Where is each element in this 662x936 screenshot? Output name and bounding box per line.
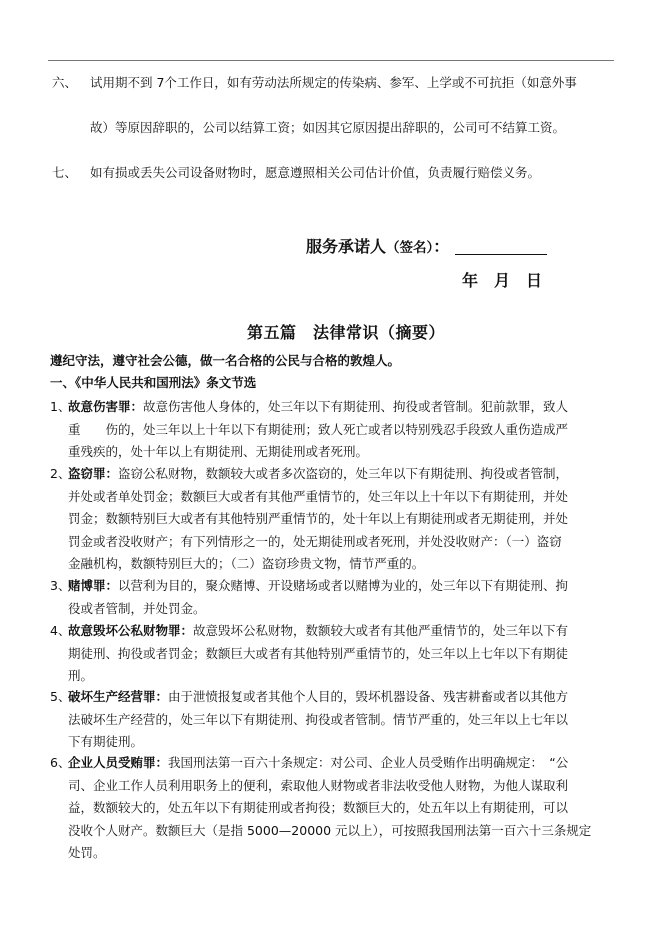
article-number: 2、: [50, 466, 71, 481]
article-colon: ：: [155, 689, 169, 704]
article-line: 罚金；数额特别巨大或者有其他特别严重情节的，处十年以上有期徒刑或者无期徒刑，并处: [68, 511, 569, 526]
article-line: 役或者管制，并处罚金。: [68, 600, 206, 616]
article-line: 盗窃公私财物，数额较大或者多次盗窃的，处三年以下有期徒刑、拘役或者管制，: [118, 466, 569, 481]
article-line: 处罚。: [68, 845, 106, 860]
article-line: 司、企业工作人员利用职务上的便利，索取他人财物或者非法收受他人财物，为他人谋取利: [68, 777, 569, 793]
chapter-title: 第五篇 法律常识（摘要）: [247, 323, 446, 342]
article-term: 故意毁坏公私财物罪: [68, 623, 181, 638]
article-term: 企业人员受贿罪: [68, 755, 156, 770]
signature-blank: [455, 238, 547, 255]
article-theft: [50, 463, 610, 576]
article-colon: ：: [105, 578, 119, 593]
article-number: 3、: [50, 578, 71, 593]
signature-line: [306, 234, 547, 257]
section-heading: 一、《中华人民共和国刑法》条文节选: [50, 375, 257, 390]
article-line: 法破坏生产经营的，处三年以下有期徒刑、拘役或者管制。情节严重的，处三年以上七年以: [68, 711, 569, 727]
intro-statement: 遵纪守法，遵守社会公德，做一名合格的公民与合格的敦煌人。: [50, 353, 401, 368]
article-line: 期徒刑、拘役或者罚金；数额巨大或者有其他特别严重情节的，处三年以上七年以下有期徒: [68, 645, 569, 661]
article-number: 4、: [50, 623, 71, 638]
clause-6-text-line1: 试用期不到 7个工作日，如有劳动法所规定的传染病、参军、上学或不可抗拒（如意外事: [90, 75, 577, 90]
clause-6-text-line2: 故）等原因辞职的，公司以结算工资；如因其它原因提出辞职的，公司可不结算工资。: [90, 120, 566, 135]
article-number: 5、: [50, 689, 71, 704]
article-line: 刑。: [68, 668, 94, 683]
article-colon: ：: [130, 399, 144, 414]
article-line: 故意伤害他人身体的，处三年以下有期徒刑、拘役或者管制。犯前款罪，致人: [143, 399, 569, 414]
article-colon: ：: [155, 755, 169, 770]
article-employee-bribery: [50, 752, 610, 865]
header-rule: [48, 60, 614, 61]
clause-7-number: 七、: [52, 165, 78, 180]
article-term: 破坏生产经营罪: [68, 689, 156, 704]
article-line: 罚金或者没收财产；有下列情形之一的，处无期徒刑或者死刑，并处没收财产：（一）盗窃: [68, 533, 562, 549]
clause-6-number: 六、: [52, 75, 78, 90]
article-number: 1、: [50, 399, 71, 414]
article-term: 故意伤害罪: [68, 399, 131, 414]
article-number: 6、: [50, 755, 71, 770]
article-property-destruction: [50, 620, 610, 688]
article-line: 我国刑法第一百六十条规定：对公司、企业人员受贿作出明确规定： “公: [168, 755, 569, 770]
article-line: 金融机构，数额特别巨大的；（二）盗窃珍贵文物，情节严重的。: [68, 556, 425, 571]
signature-label: 服务承诺人: [306, 237, 387, 256]
article-line: 益，数额较大的，处五年以下有期徒刑或者拘役；数额巨大的，处五年以上有期徒刑，可以: [68, 800, 569, 815]
article-line: 重残疾的，处十年以上有期徒刑、无期徒刑或者死刑。: [68, 444, 369, 459]
article-term: 赌博罪: [68, 578, 106, 593]
signature-colon: ：: [433, 237, 450, 256]
article-line: 没收个人财产。数额巨大（是指 5000—20000 元以上），可按照我国刑法第一百六十三条规定: [68, 822, 592, 838]
article-line: 并处或者单处罚金；数额巨大或者有其他严重情节的，处三年以上十年以下有期徒刑，并处: [68, 488, 569, 504]
article-line: 故意毁坏公私财物，数额较大或者有其他严重情节的，处三年以下有: [193, 623, 569, 638]
article-line: 由于泄愤报复或者其他个人目的，毁坏机器设备、残害耕畜或者以其他方: [168, 689, 569, 704]
article-production-sabotage: [50, 686, 610, 754]
article-colon: ：: [105, 466, 119, 481]
article-line: 重 伤的，处三年以上十年以下有期徒刑；致人死亡或者以特别残忍手段致人重伤造成严: [68, 421, 569, 437]
signature-date: 年 月 日: [462, 271, 543, 290]
article-term: 盗窃罪: [68, 466, 106, 481]
article-colon: ：: [180, 623, 194, 638]
article-gambling: [50, 575, 610, 620]
article-intentional-injury: [50, 396, 610, 464]
clause-7-text: 如有损或丢失公司设备财物时，愿意遵照相关公司估计价值，负责履行赔偿义务。: [90, 165, 541, 180]
signature-paren: （签名）: [386, 240, 434, 256]
article-line: 以营利为目的，聚众赌博、开设赌场或者以赌博为业的，处三年以下有期徒刑、拘: [118, 578, 569, 593]
article-line: 下有期徒刑。: [68, 734, 144, 749]
